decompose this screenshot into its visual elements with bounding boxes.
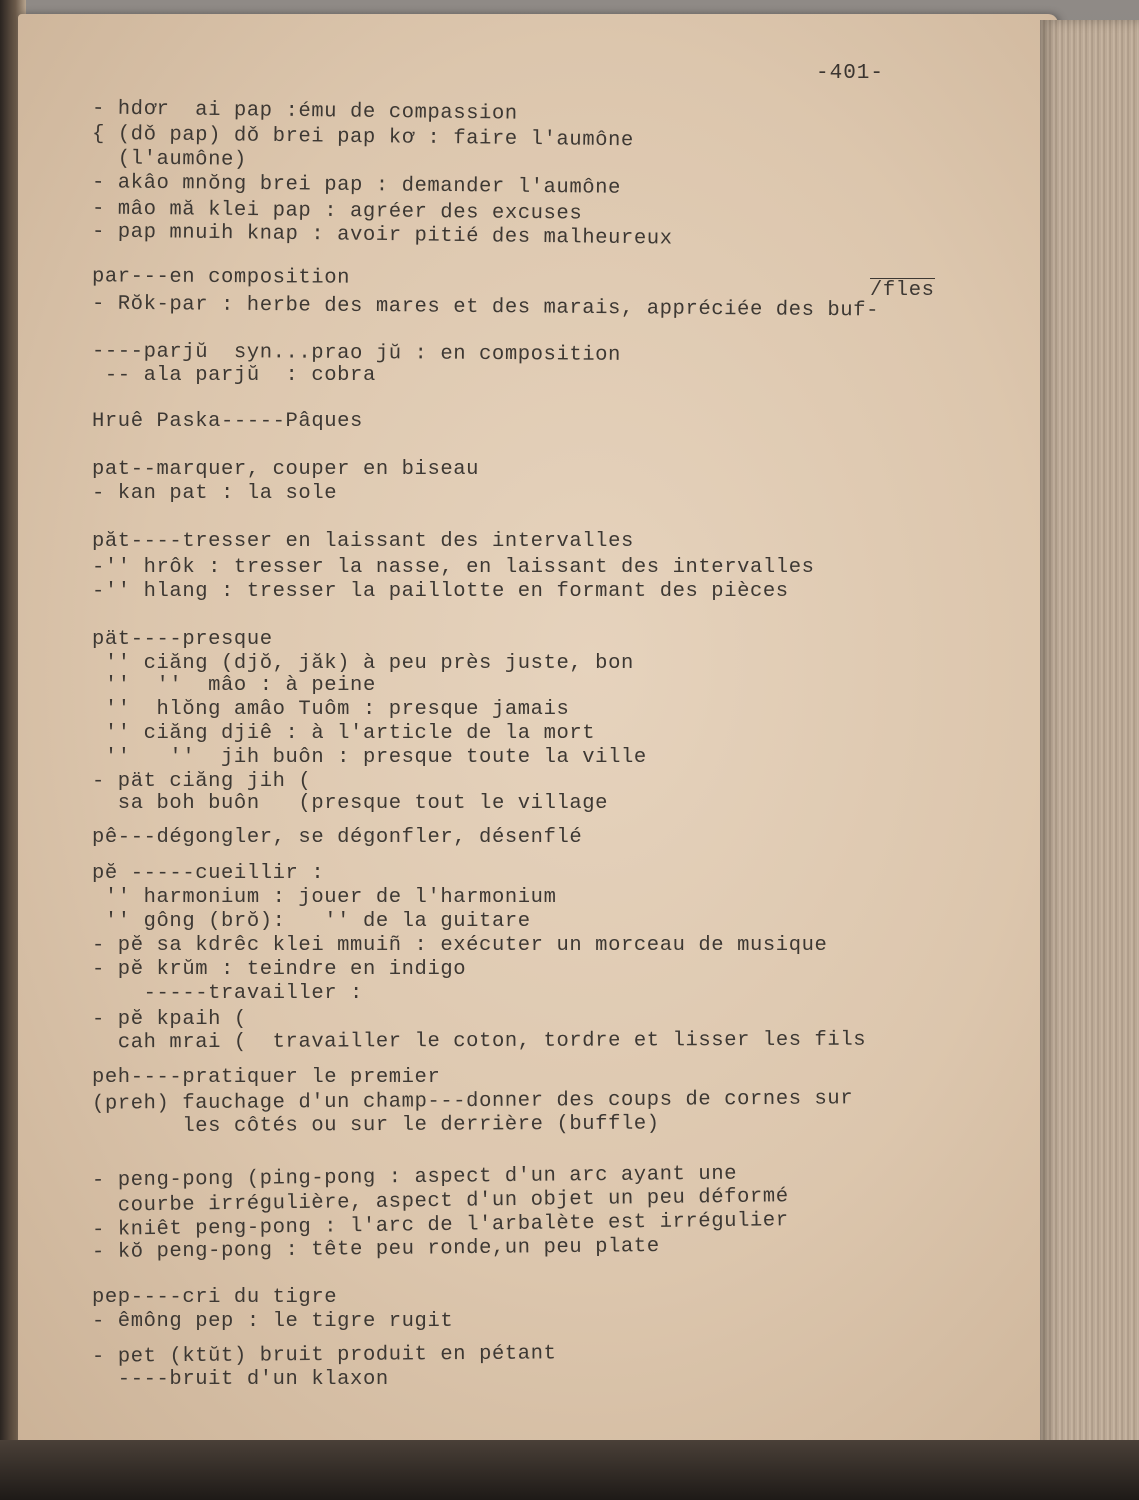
- text-line: Hruê Paska-----Pâques: [92, 410, 363, 433]
- book-bottom-shadow: [0, 1440, 1139, 1500]
- text-line: - kan pat : la sole: [92, 482, 338, 505]
- text-line: pat--marquer, couper en biseau: [92, 458, 480, 481]
- text-line: - pĕ kpaih (: [92, 1008, 247, 1031]
- text-line: '' harmonium : jouer de l'harmonium: [92, 886, 557, 909]
- text-line: '' ciăng djiê : à l'article de la mort: [92, 722, 596, 745]
- text-line: pê---dégongler, se dégonfler, désenflé: [92, 826, 583, 849]
- text-line: '' hlŏng amâo Tuôm : presque jamais: [92, 698, 570, 721]
- text-line: sa boh buôn (presque tout le village: [92, 792, 609, 815]
- text-line: les côtés ou sur le derrière (buffle): [91, 1112, 660, 1139]
- text-line: (l'aumône): [91, 147, 247, 172]
- text-line: - kŏ peng-pong : tête peu ronde,un peu plate: [91, 1235, 660, 1264]
- text-line: - pet (ktŭt) bruit produit en pétant: [91, 1342, 557, 1369]
- text-line: courbe irrégulière, aspect d'un objet un peu déformé: [91, 1185, 789, 1218]
- text-line: pĕ -----cueillir :: [92, 862, 325, 885]
- text-line: - pĕ krŭm : teindre en indigo: [92, 958, 467, 981]
- text-line: par---en composition: [91, 265, 351, 290]
- text-line: -'' hrôk : tresser la nasse, en laissant des intervalles: [92, 556, 815, 579]
- text-line: - pap mnuih knap : avoir pitié des malheureux: [91, 220, 673, 251]
- text-line: pät----presque: [92, 628, 273, 651]
- text-line: cah mrai ( travailler le coton, tordre et lisser les fils: [91, 1028, 867, 1055]
- text-line: -- ala parjŭ : cobra: [92, 364, 376, 387]
- text-line: ----parjŭ syn...prao jŭ : en composition: [91, 340, 622, 367]
- text-line: - hdơr ai pap :ému de compassion: [91, 97, 518, 126]
- text-line: '' ciăng (djŏ, jăk) à peu près juste, bon: [92, 652, 634, 675]
- text-line: - Rŏk-par : herbe des mares et des marais, appréciée des buf-: [91, 292, 880, 323]
- text-line: -----travailler :: [92, 982, 363, 1005]
- text-line: - akâo mnŏng brei pap : demander l'aumône: [91, 171, 622, 200]
- text-line: (preh) fauchage d'un champ---donner des coups de cornes sur: [91, 1087, 854, 1116]
- text-line: -'' hlang : tresser la paillotte en formant des pièces: [92, 580, 789, 603]
- page-number: -401-: [816, 62, 885, 85]
- text-line: '' '' jih buôn : presque toute la ville: [92, 746, 647, 769]
- book-page-edges: [1040, 20, 1139, 1470]
- text-line: /fles: [870, 279, 935, 302]
- text-line: peh----pratiquer le premier: [92, 1066, 441, 1089]
- text-line: ----bruit d'un klaxon: [92, 1368, 389, 1391]
- text-line: '' '' mâo : à peine: [92, 674, 376, 697]
- text-line: păt----tresser en laissant des intervalles: [92, 530, 634, 553]
- text-line: - peng-pong (ping-pong : aspect d'un arc ayant une: [91, 1162, 738, 1193]
- text-line: - mâo mă klei pap : agréer des excuses: [91, 197, 583, 226]
- text-line: '' gông (brŏ): '' de la guitare: [92, 910, 531, 933]
- text-line: { (dǒ pap) dǒ brei pap kơ : faire l'aumône: [91, 122, 635, 153]
- text-line: - pät ciăng jih (: [92, 770, 312, 793]
- text-line: - kniêt peng-pong : l'arc de l'arbalète est irrégulier: [91, 1209, 789, 1242]
- document-page: [18, 14, 1058, 1454]
- text-line: pep----cri du tigre: [92, 1286, 338, 1309]
- text-line: - pĕ sa kdrêc klei mmuiñ : exécuter un morceau de musique: [92, 934, 828, 957]
- text-line: - êmông pep : le tigre rugit: [92, 1310, 454, 1333]
